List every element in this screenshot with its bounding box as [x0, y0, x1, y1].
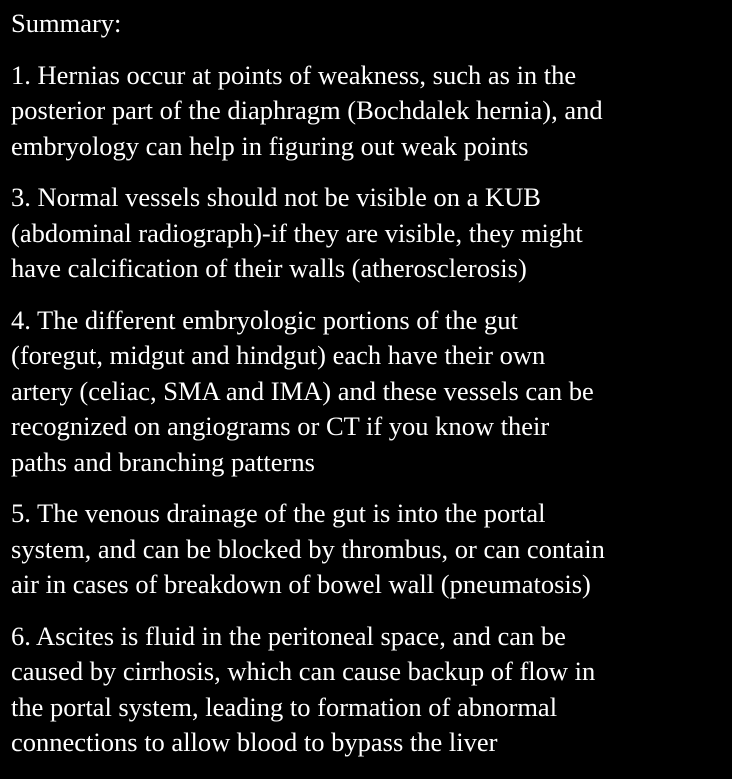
summary-item-1 — [11, 58, 724, 165]
summary-item-3 — [11, 180, 724, 287]
summary-item-line: 5. The venous drainage of the gut is into the portal — [11, 498, 546, 528]
summary-item-line: system, and can be blocked by thrombus, or can contain — [11, 533, 605, 564]
summary-item-line: 3. Normal vessels should not be visible on a KUB — [11, 182, 541, 212]
summary-item-line: caused by cirrhosis, which can cause backup of flow in — [11, 656, 596, 686]
summary-item-line: posterior part of the diaphragm (Bochdalek hernia), and — [11, 95, 603, 125]
summary-item-6 — [11, 619, 724, 761]
summary-item-line: 6. Ascites is fluid in the peritoneal space, and can be — [11, 620, 566, 651]
summary-item-line: the portal system, leading to formation of abnormal — [11, 691, 558, 722]
summary-item-4 — [11, 303, 724, 481]
summary-item-line: recognized on angiograms or CT if you know their — [11, 411, 550, 441]
summary-item-line: (foregut, midgut and hindgut) each have their own — [11, 340, 546, 370]
summary-item-line: artery (celiac, SMA and IMA) and these vessels can be — [11, 375, 594, 406]
summary-item-5 — [11, 496, 724, 603]
summary-item-line: 4. The different embryologic portions of the gut — [11, 304, 518, 335]
summary-item-line: connections to allow blood to bypass the liver — [11, 727, 498, 757]
summary-item-line: embryology can help in figuring out weak points — [11, 130, 529, 161]
summary-item-line: air in cases of breakdown of bowel wall (pneumatosis) — [11, 569, 591, 599]
summary-item-line: 1. Hernias occur at points of weakness, such as in the — [11, 59, 577, 90]
summary-item-line: (abdominal radiograph)-if they are visible, they might — [11, 217, 583, 248]
summary-item-line: paths and branching patterns — [11, 446, 315, 477]
summary-item-line: have calcification of their walls (atherosclerosis) — [11, 253, 527, 283]
summary-heading: Summary: — [11, 8, 122, 38]
